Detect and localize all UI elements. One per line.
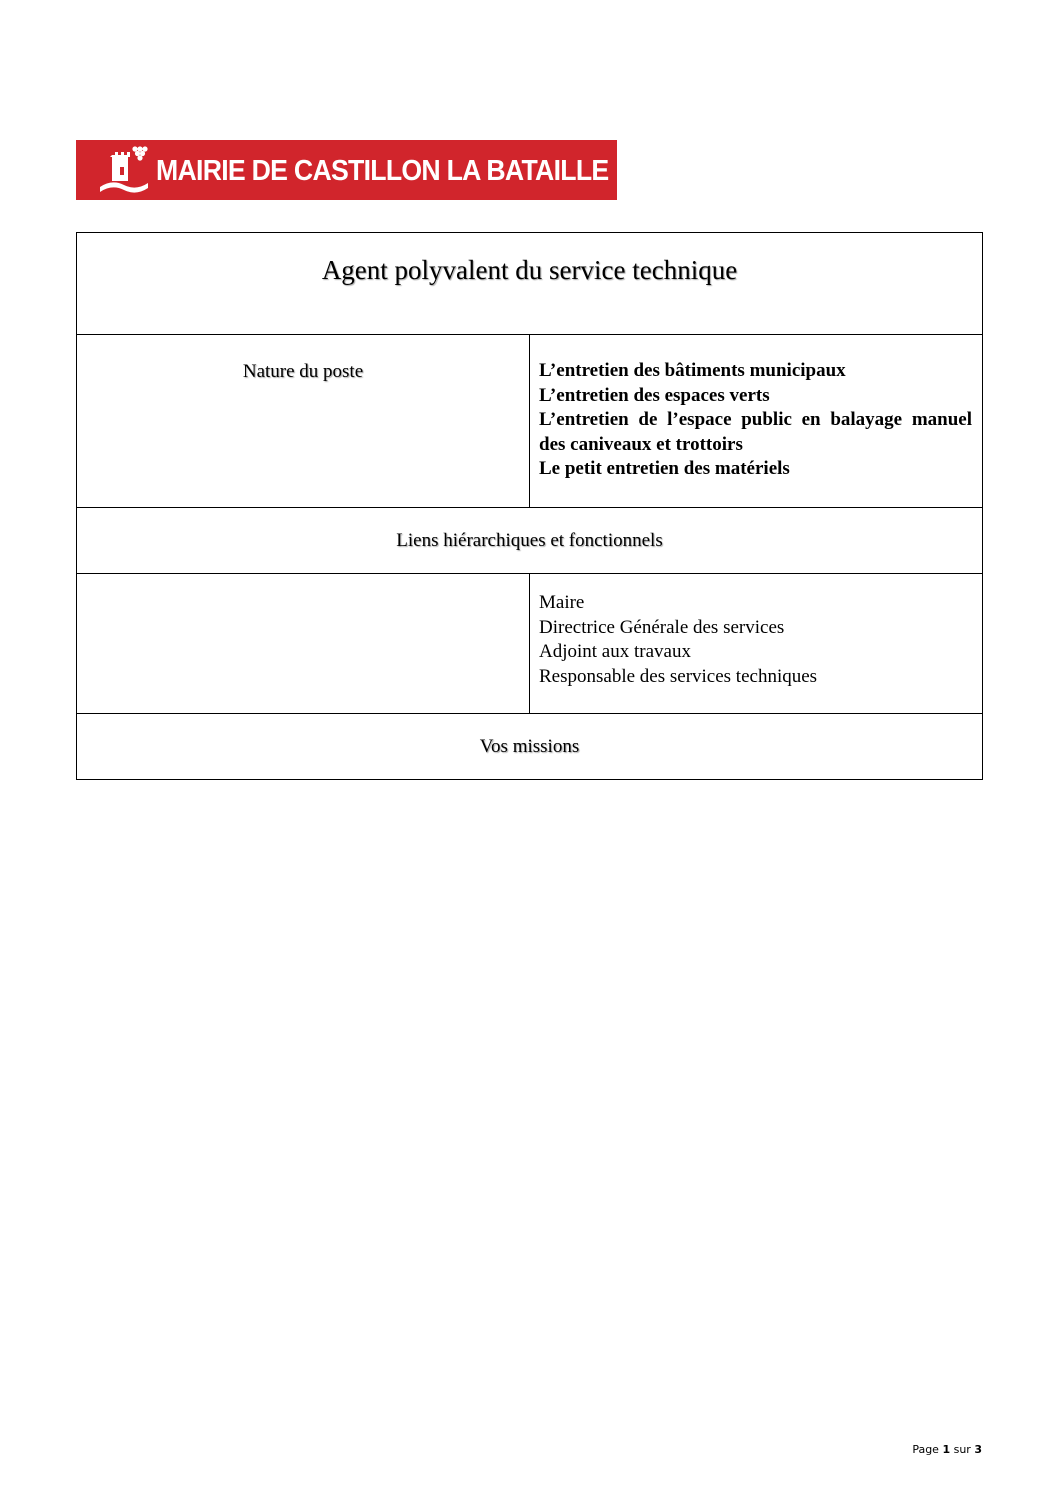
- nature-item: L’entretien des bâtiments municipaux: [539, 360, 846, 381]
- castle-grapes-icon: [98, 143, 150, 197]
- nature-item: L’entretien de l’espace public en balayage manuel des caniveaux et trottoirs: [539, 409, 972, 455]
- page-number: [912, 1443, 982, 1456]
- missions-heading: Vos missions: [77, 714, 983, 780]
- liens-heading: Liens hiérarchiques et fonctionnels: [77, 508, 983, 574]
- nature-label: Nature du poste: [77, 335, 530, 508]
- logo-banner: [76, 140, 617, 200]
- liens-item: Adjoint aux travaux: [539, 641, 691, 662]
- nature-row: [77, 335, 983, 508]
- liens-list: [530, 574, 983, 714]
- sur-word: sur: [953, 1443, 971, 1456]
- missions-heading-row: [77, 714, 983, 780]
- liens-item: Directrice Générale des services: [539, 616, 785, 638]
- job-title: Agent polyvalent du service technique: [77, 233, 983, 335]
- job-description-table: [76, 232, 983, 780]
- liens-item: Maire: [539, 592, 585, 613]
- page-word: Page: [912, 1443, 939, 1456]
- logo-text: MAIRIE DE CASTILLON LA BATAILLE: [156, 155, 609, 187]
- nature-item: Le petit entretien des matériels: [539, 458, 790, 479]
- liens-item: Responsable des services techniques: [539, 665, 818, 687]
- liens-heading-row: [77, 508, 983, 574]
- liens-label: [77, 574, 530, 714]
- current-page: 1: [942, 1443, 951, 1456]
- liens-row: [77, 574, 983, 714]
- nature-list: [530, 335, 983, 508]
- nature-item: L’entretien des espaces verts: [539, 384, 770, 406]
- total-pages: 3: [974, 1443, 982, 1456]
- title-row: [77, 233, 983, 335]
